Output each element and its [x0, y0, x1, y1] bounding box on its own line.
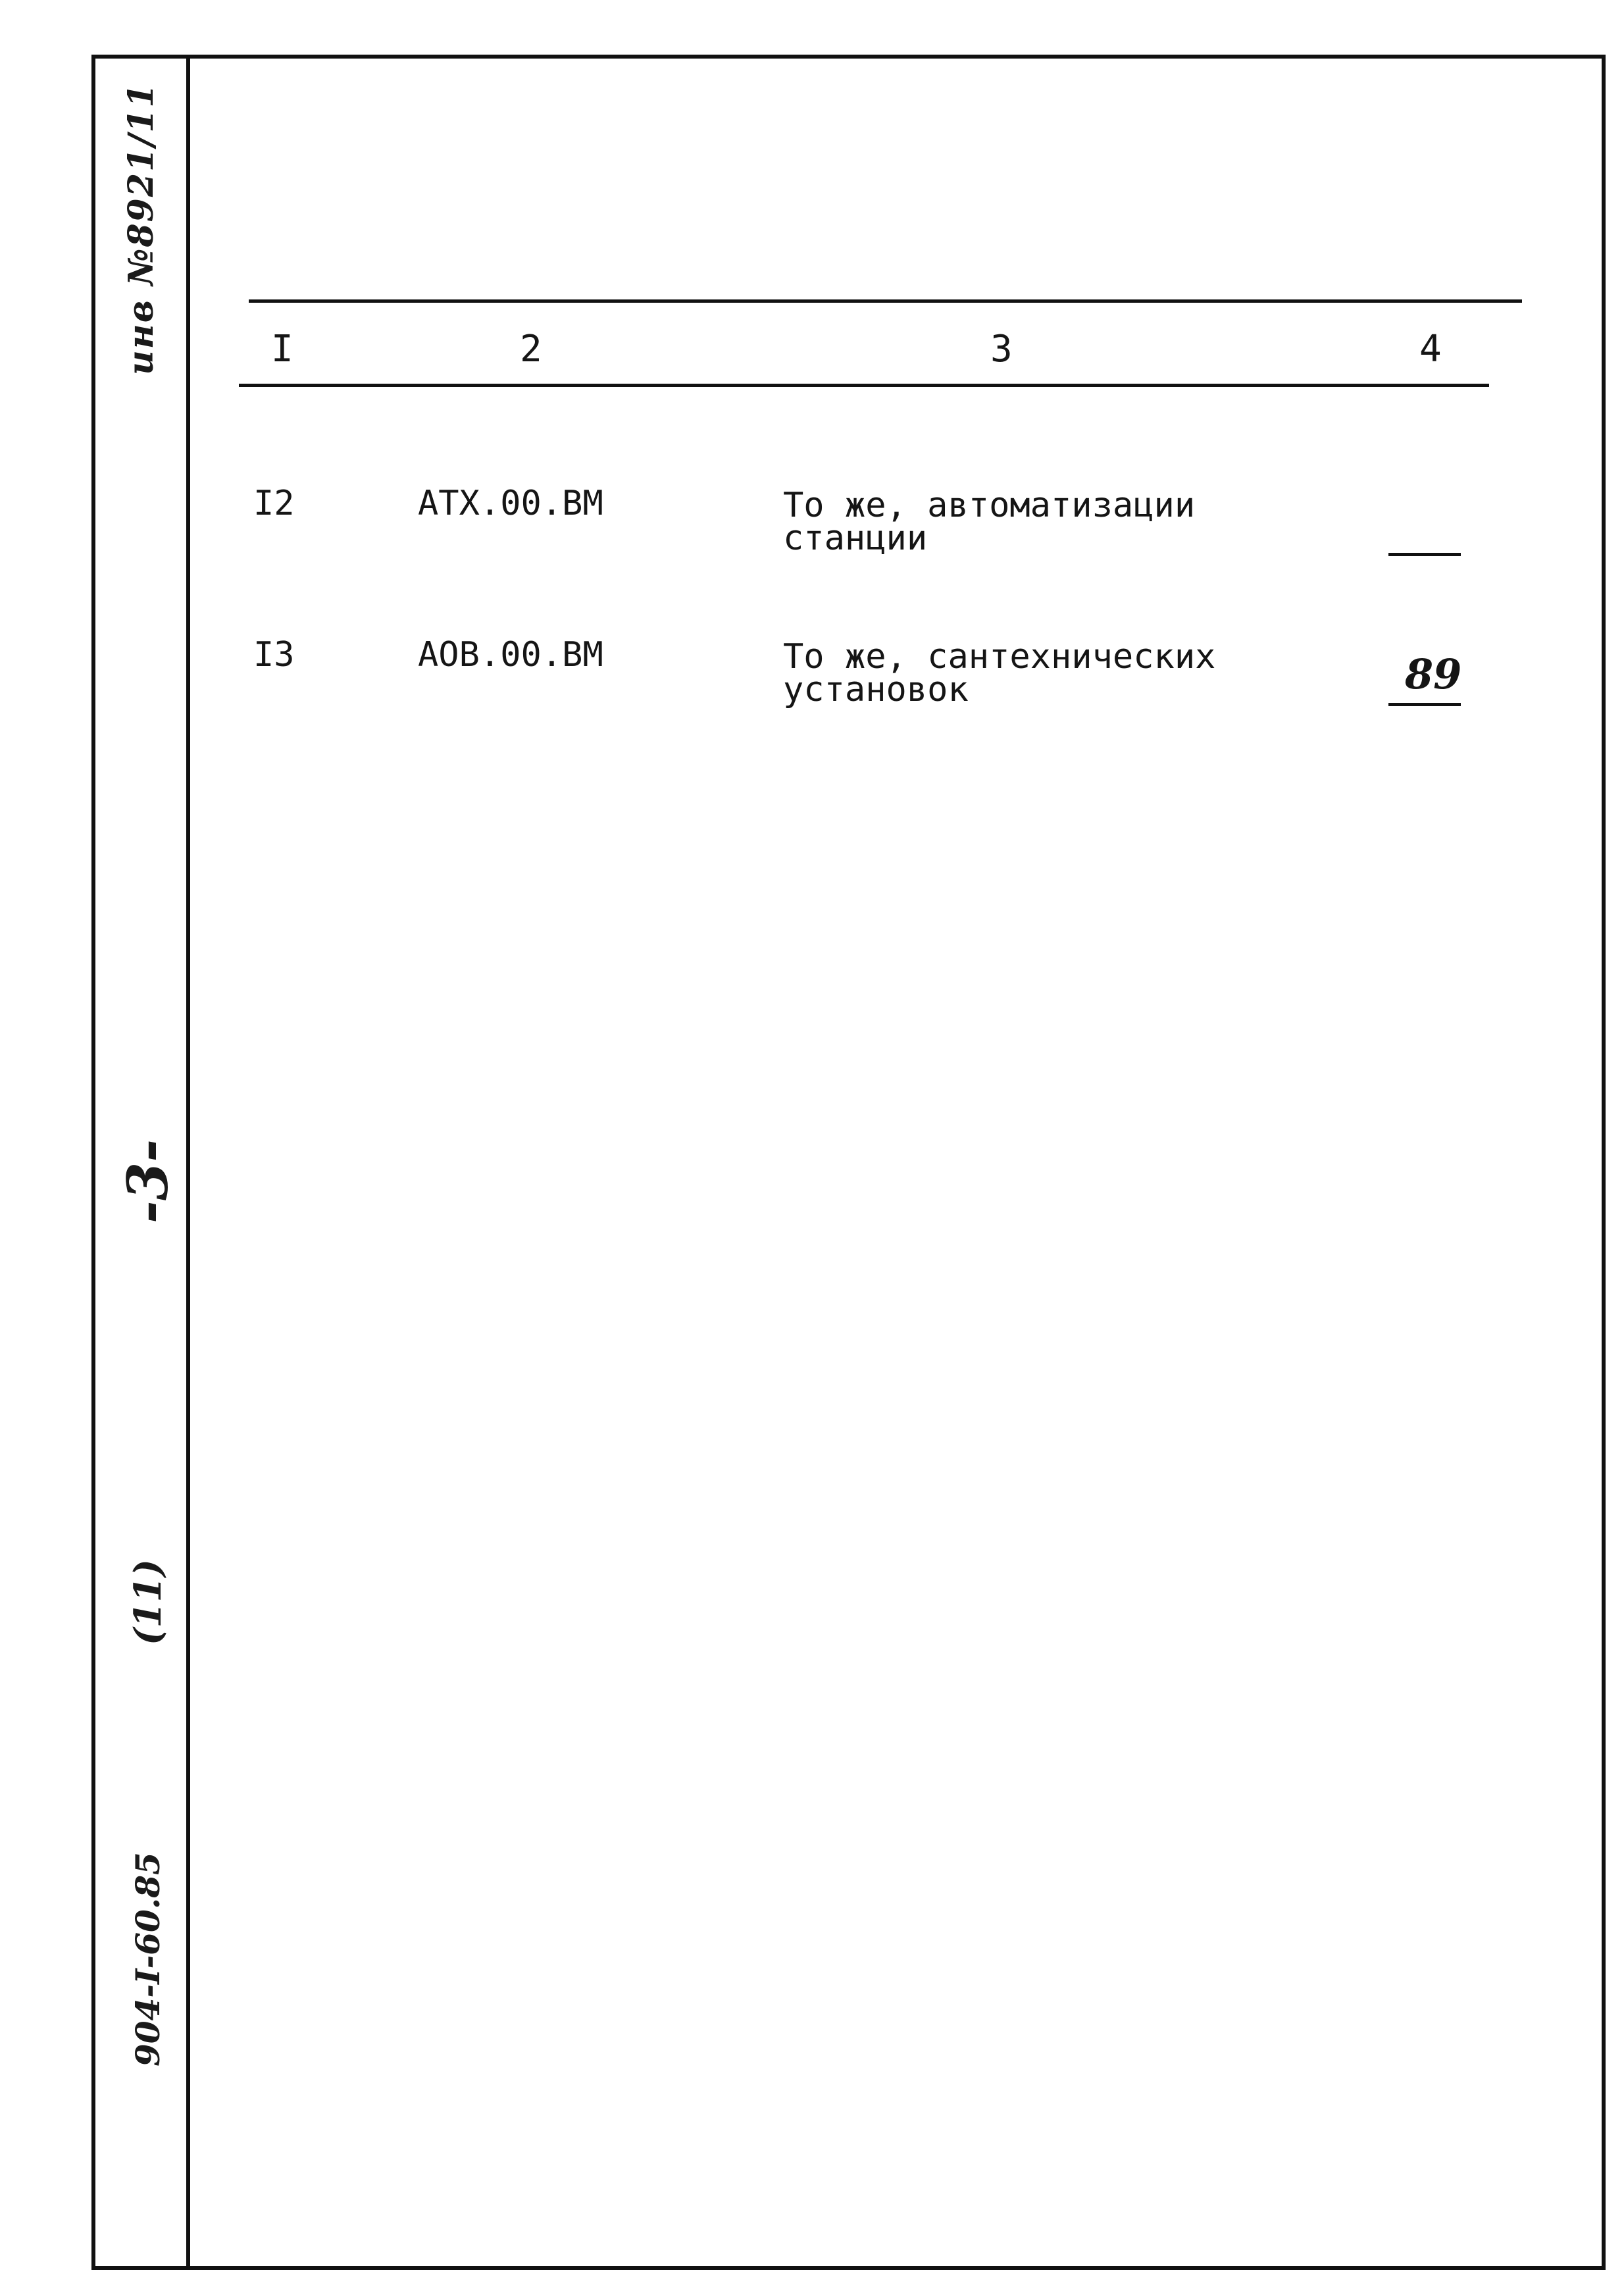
- table-top-rule: [249, 299, 1522, 303]
- row-name: То же, автоматизации станции: [783, 486, 1196, 558]
- row-designation: АОВ.00.ВМ: [418, 635, 603, 675]
- row-quantity: 89: [1405, 650, 1462, 698]
- column-header-3: 3: [990, 328, 1013, 371]
- page-number: -3-: [115, 1139, 180, 1224]
- column-header-4: 4: [1419, 328, 1442, 371]
- inventory-number: инв №8921/11: [121, 82, 161, 375]
- table-header-rule: [239, 384, 1489, 387]
- row-number: I2: [253, 484, 295, 523]
- margin-divider: [186, 55, 190, 2270]
- sheet-number: (11): [126, 1559, 170, 1645]
- quantity-underline: [1388, 703, 1461, 706]
- row-quantity-dash: [1388, 553, 1461, 556]
- column-header-1: I: [271, 328, 293, 371]
- row-number: I3: [253, 635, 295, 675]
- column-header-2: 2: [520, 328, 542, 371]
- row-name: То же, сантехнических установок: [783, 637, 1216, 709]
- document-code: 904-I-60.85: [128, 1852, 167, 2067]
- row-designation: АТХ.00.ВМ: [418, 484, 603, 523]
